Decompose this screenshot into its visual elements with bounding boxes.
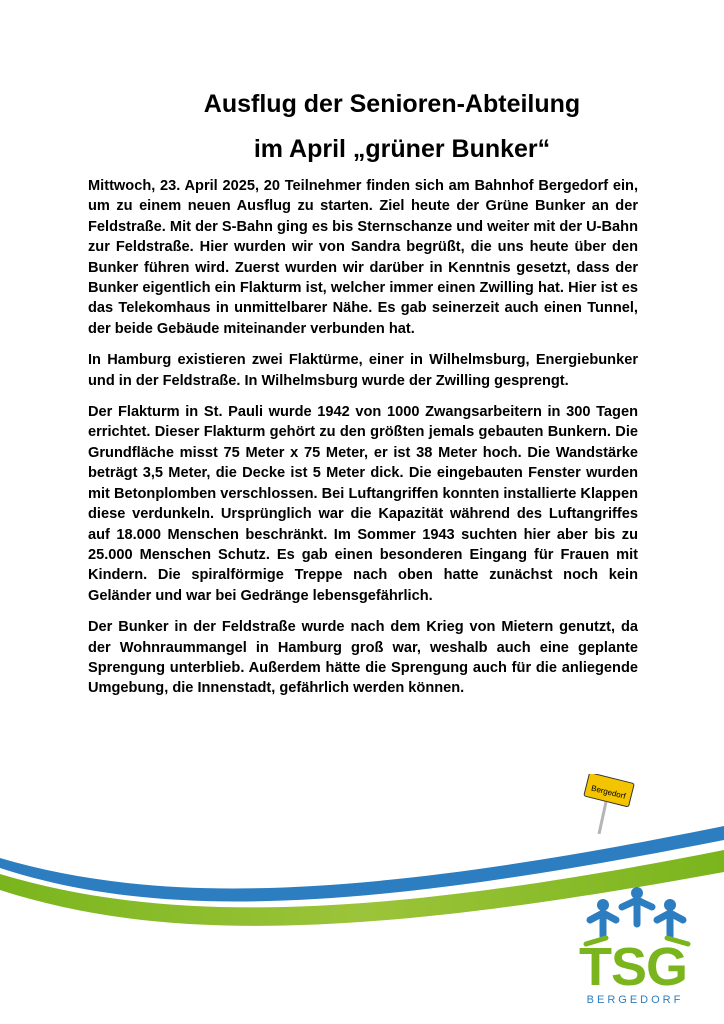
logo-subtitle: BERGEDORF (586, 994, 684, 1006)
paragraph-4: Der Bunker in der Feldstraße wurde nach dem Krieg von Mietern genutzt, da der Wohnraummangel in Hamburg groß war, weshalb auch eine geplante Sprengung unterblieb. Außerdem hätte die Sprengung auch für die anliegende Umgebung, die Innenstadt, gefährlich werden können. (88, 619, 638, 697)
title-line-1: Ausflug der Senioren-Abteilung (203, 90, 581, 118)
paragraph-3: Der Flakturm in St. Pauli wurde 1942 von 1000 Zwangsarbeitern in 300 Tagen errichtet. Dieser Flakturm gehört zu den größten jemals gebauten Bunkern. Die Grundfläche misst 75 Meter x 75 Meter, er ist 38 Meter hoch. Die Wandstärke beträgt 3,5 Meter, die Decke ist 5 Meter dick. Die eingebauten Fenster wurden mit Betonplomben verschlossen. Bei Luftangriffen konnten installierte Klappen diese verdunkeln. Ursprünglich war die Kapazität während des Luftangriffes auf 18.000 Menschen beschränkt. Im Sommer 1943 suchten hier aber bis zu 25.000 Menschen Schutz. Es gab einen besonderen Eingang für Frauen mit Kindern. Die spiralförmige Treppe nach oben hatte zunächst noch kein Geländer und war bei Gedränge lebensgefährlich. (88, 404, 638, 604)
paragraph-1: Mittwoch, 23. April 2025, 20 Teilnehmer finden sich am Bahnhof Bergedorf ein, um zu einem neuen Ausflug zu starten. Ziel heute der Grüne Bunker an der Feldstraße. Mit der S-Bahn ging es bis Sternschanze und weiter mit der U-Bahn zur Feldstraße. Hier wurden wir von Sandra begrüßt, die uns heute über den Bunker führen wird. Zuerst wurden wir darüber in Kenntnis gesetzt, dass der Bunker eigentlich ein Flakturm ist, welcher immer einen Zwilling hat. Hier ist es das Telekomhaus in unmittelbarer Nähe. Es gab seinerzeit auch einen Tunnel, der beide Gebäude miteinander verbunden hat. (88, 178, 638, 337)
paragraph-2: In Hamburg existieren zwei Flaktürme, einer in Wilhelmsburg, Energiebunker und in der Feldstraße. In Wilhelmsburg wurde der Zwilling gesprengt. (88, 352, 638, 389)
town-sign-text: Bergedorf (590, 783, 627, 801)
logo-name: TSG (578, 937, 687, 997)
title-line-2: im April „grüner Bunker“ (253, 135, 551, 163)
